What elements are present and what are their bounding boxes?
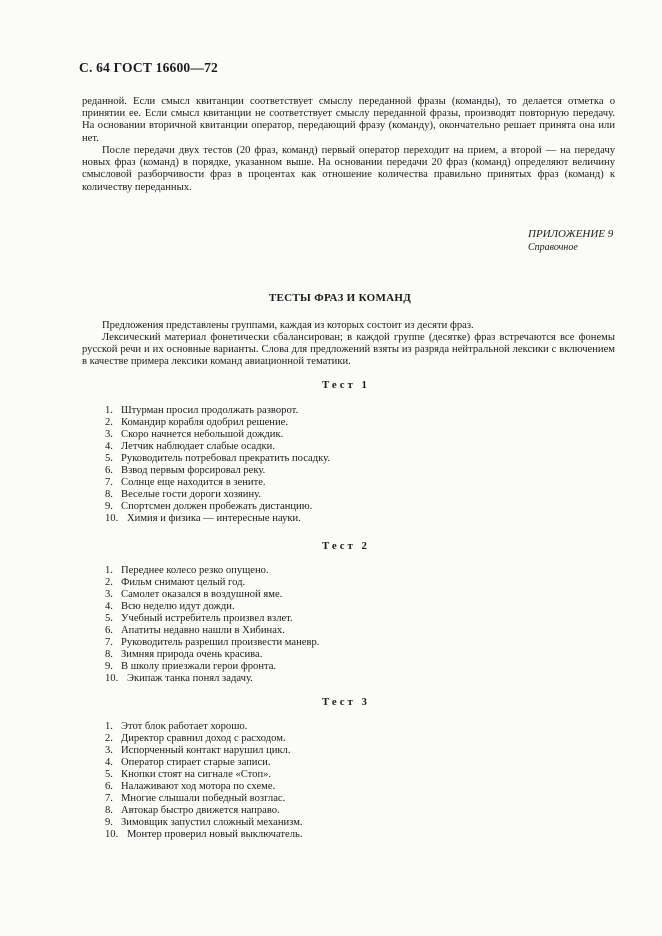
appendix-type: Справочное	[528, 242, 578, 253]
intro-paragraph-2: Лексический материал фонетически сбалансирован; в каждой группе (десятке) фраз встречаются все фонемы русской речи и их основные варианты. Слова для предложений взяты из разряда нейтральной лексики с включением в качестве примера лексики команд авиационной тематики.	[82, 332, 615, 367]
list-item: 2. Командир корабля одобрил решение.	[105, 417, 288, 428]
list-item: 1. Штурман просил продолжать разворот.	[105, 405, 299, 416]
list-item: 7. Многие слышали победный возглас.	[105, 793, 286, 804]
list-item: 7. Руководитель разрешил произвести маневр.	[105, 637, 320, 648]
list-item: 9. Зимовщик запустил сложный механизм.	[105, 817, 303, 828]
test-2-heading: Тест 2	[322, 540, 370, 552]
list-item: 9. В школу приезжали герои фронта.	[105, 661, 277, 672]
list-item: 1. Переднее колесо резко опущено.	[105, 565, 269, 576]
list-item: 2. Директор сравнил доход с расходом.	[105, 733, 286, 744]
test-3-list	[105, 721, 303, 841]
continuation-paragraph-2: После передачи двух тестов (20 фраз, команд) первый оператор переходит на прием, а второй — на передачу новых фраз (команд) в порядке, указанном выше. На основании передачи 20 фраз (команд) определяют величину смысловой разборчивости фраз в процентах как отношение количества правильно принятых фраз (команд) к количеству переданных.	[82, 145, 615, 193]
list-item: 6. Апатиты недавно нашли в Хибинах.	[105, 625, 285, 636]
list-item: 4. Оператор стирает старые записи.	[105, 757, 271, 768]
appendix-label: ПРИЛОЖЕНИЕ 9	[528, 228, 614, 240]
list-item: 1. Этот блок работает хорошо.	[105, 721, 248, 732]
list-item: 10. Экипаж танка понял задачу.	[105, 673, 253, 684]
test-1-list	[105, 405, 330, 525]
list-item: 8. Веселые гости дороги хозяину.	[105, 489, 262, 500]
list-item: 8. Зимняя природа очень красива.	[105, 649, 263, 660]
list-item: 5. Кнопки стоят на сигнале «Стоп».	[105, 769, 272, 780]
appendix-block	[528, 228, 613, 254]
list-item: 4. Всю неделю идут дожди.	[105, 601, 235, 612]
continuation-paragraph-1: реданной. Если смысл квитанции соответствует смыслу переданной фразы (команды), то делается отметка о принятии ее. Если смысл квитанции не соответствует смыслу переданной фразы, производят повторную передачу. На основании вторичной квитанции оператор, передающий фразу (команду), окончательно решает принята она или нет.	[82, 96, 615, 144]
list-item: 2. Фильм снимают целый год.	[105, 577, 246, 588]
list-item: 5. Руководитель потребовал прекратить посадку.	[105, 453, 331, 464]
list-item: 4. Летчик наблюдает слабые осадки.	[105, 441, 275, 452]
page-header: С. 64 ГОСТ 16600—72	[79, 60, 218, 75]
intro-paragraph-1: Предложения представлены группами, каждая из которых состоит из десяти фраз.	[102, 320, 474, 331]
list-item: 10. Химия и физика — интересные науки.	[105, 513, 301, 524]
list-item: 6. Взвод первым форсировал реку.	[105, 465, 266, 476]
test-1-heading: Тест 1	[322, 379, 370, 391]
section-title: ТЕСТЫ ФРАЗ И КОМАНД	[268, 292, 412, 304]
list-item: 5. Учебный истребитель произвел взлет.	[105, 613, 293, 624]
list-item: 6. Налаживают ход мотора по схеме.	[105, 781, 276, 792]
list-item: 7. Солнце еще находится в зените.	[105, 477, 266, 488]
list-item: 3. Испорченный контакт нарушил цикл.	[105, 745, 291, 756]
section-intro	[82, 320, 615, 368]
list-item: 3. Скоро начнется небольшой дождик.	[105, 429, 284, 440]
list-item: 9. Спортсмен должен пробежать дистанцию.	[105, 501, 313, 512]
list-item: 3. Самолет оказался в воздушной яме.	[105, 589, 283, 600]
test-2-list	[105, 565, 319, 685]
list-item: 8. Автокар быстро движется направо.	[105, 805, 280, 816]
list-item: 10. Монтер проверил новый выключатель.	[105, 829, 303, 840]
test-3-heading: Тест 3	[322, 696, 370, 708]
